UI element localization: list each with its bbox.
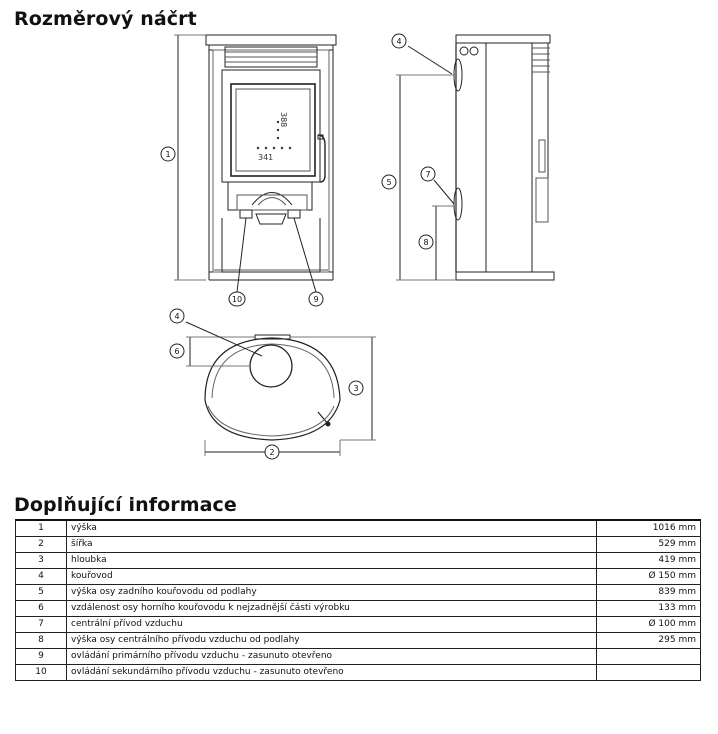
callout-7 [421, 167, 435, 181]
row-value: 839 mm [596, 585, 700, 601]
callout-10 [229, 292, 245, 306]
row-num: 1 [16, 520, 67, 537]
row-num: 7 [16, 617, 67, 633]
table-row [16, 537, 701, 553]
row-value: 419 mm [596, 553, 700, 569]
svg-text:6: 6 [174, 347, 180, 356]
row-num: 4 [16, 569, 67, 585]
callout-5 [382, 175, 396, 189]
svg-text:8: 8 [423, 238, 429, 247]
table-row [16, 553, 701, 569]
row-num: 2 [16, 537, 67, 553]
svg-text:5: 5 [386, 178, 392, 187]
svg-text:3: 3 [353, 384, 359, 393]
row-desc: ovládání sekundárního přívodu vzduchu - zasunuto otevřeno [67, 665, 597, 681]
row-value: Ø 100 mm [596, 617, 700, 633]
row-desc: centrální přívod vzduchu [67, 617, 597, 633]
table-row [16, 665, 701, 681]
table-row [16, 569, 701, 585]
row-value [596, 665, 700, 681]
row-desc: šířka [67, 537, 597, 553]
table-row [16, 601, 701, 617]
fire-height-label: 388 [279, 112, 288, 128]
table-row [16, 617, 701, 633]
row-value: 1016 mm [596, 520, 700, 537]
table-row [16, 633, 701, 649]
svg-text:4: 4 [174, 312, 180, 321]
table-row [16, 520, 701, 537]
row-desc: výška osy centrálního přívodu vzduchu od podlahy [67, 633, 597, 649]
callout-9 [309, 292, 323, 306]
svg-text:7: 7 [425, 170, 431, 179]
row-num: 6 [16, 601, 67, 617]
row-num: 9 [16, 649, 67, 665]
callout-4-side [392, 34, 406, 48]
info-table [15, 519, 701, 681]
row-value: 295 mm [596, 633, 700, 649]
row-value: Ø 150 mm [596, 569, 700, 585]
row-num: 5 [16, 585, 67, 601]
row-desc: výška [67, 520, 597, 537]
callout-3 [349, 381, 363, 395]
svg-text:10: 10 [231, 295, 243, 304]
row-value [596, 649, 700, 665]
side-view [454, 35, 554, 280]
callout-2 [265, 445, 279, 459]
row-num: 8 [16, 633, 67, 649]
row-num: 10 [16, 665, 67, 681]
row-desc: vzdálenost osy horního kouřovodu k nejzadnější části výrobku [67, 601, 597, 617]
table-row [16, 585, 701, 601]
row-value: 133 mm [596, 601, 700, 617]
svg-text:1: 1 [165, 150, 171, 159]
top-view [205, 335, 340, 440]
row-desc: výška osy zadního kouřovodu od podlahy [67, 585, 597, 601]
sketch-title: Rozměrový náčrt [14, 8, 197, 30]
callout-8 [419, 235, 433, 249]
table-row [16, 649, 701, 665]
row-num: 3 [16, 553, 67, 569]
svg-text:4: 4 [396, 37, 402, 46]
row-desc: ovládání primárního přívodu vzduchu - zasunuto otevřeno [67, 649, 597, 665]
row-value: 529 mm [596, 537, 700, 553]
callout-4-top [170, 309, 184, 323]
svg-text:9: 9 [313, 295, 319, 304]
fire-width-label: 341 [258, 153, 274, 162]
row-desc: hloubka [67, 553, 597, 569]
row-desc: kouřovod [67, 569, 597, 585]
callout-6 [170, 344, 184, 358]
info-title: Doplňující informace [14, 494, 237, 516]
callout-1 [161, 147, 175, 161]
svg-text:2: 2 [269, 448, 275, 457]
